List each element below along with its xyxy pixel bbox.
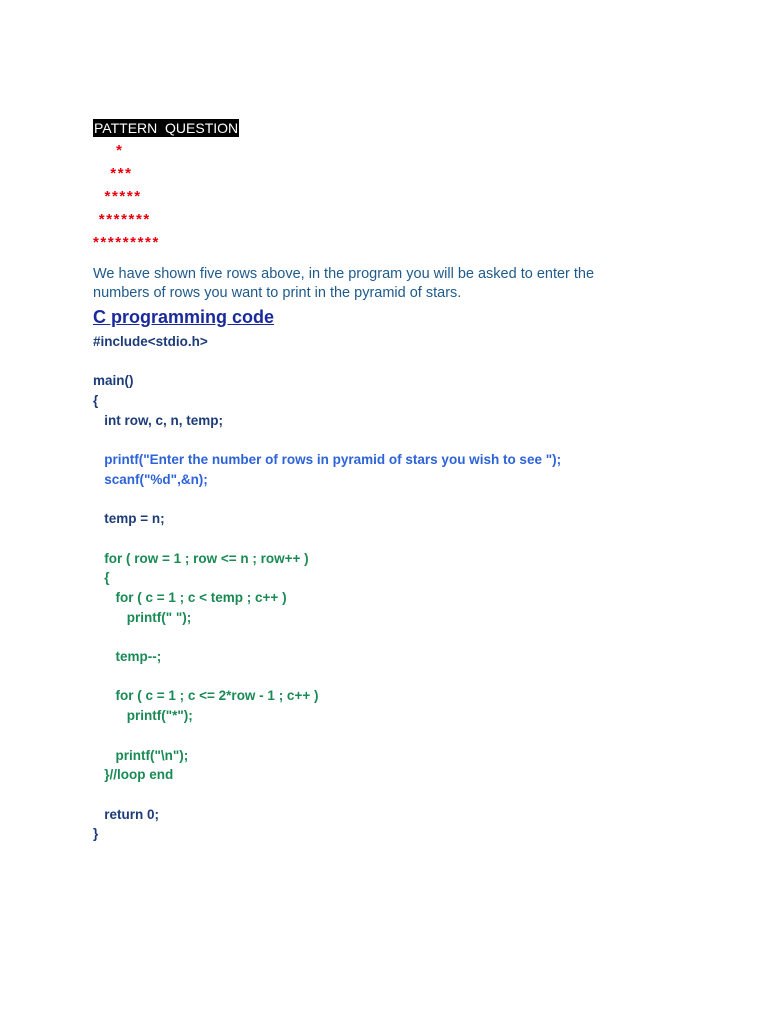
code-line-outer-for: for ( row = 1 ; row <= n ; row++ ): [93, 551, 309, 566]
code-section-title: C programming code: [93, 307, 275, 327]
code-line-printf-newline: printf("\n");: [93, 748, 189, 763]
code-line-temp-assign: temp = n;: [93, 511, 165, 526]
code-line-temp-decrement: temp--;: [93, 649, 162, 664]
code-line-main: main(): [93, 373, 134, 388]
intro-line-1: We have shown five rows above, in the program you will be asked to enter the: [93, 266, 595, 282]
code-line-loop-open: {: [93, 570, 110, 585]
pyramid-row-3: *****: [93, 188, 142, 205]
code-line-scanf: scanf("%d",&n);: [93, 472, 208, 487]
code-line-space-for: for ( c = 1 ; c < temp ; c++ ): [93, 590, 287, 605]
intro-line-2: numbers of rows you want to print in the pyramid of stars.: [93, 285, 462, 301]
code-line-close-brace: }: [93, 826, 99, 841]
pyramid-row-5: *********: [93, 234, 160, 251]
code-line-loop-end: }//loop end: [93, 767, 174, 782]
pyramid-row-1: *: [93, 142, 124, 159]
pyramid-row-2: ***: [93, 165, 133, 182]
code-line-printf-star: printf("*");: [93, 708, 193, 723]
code-line-include: #include<stdio.h>: [93, 334, 208, 349]
pattern-question-heading: PATTERN QUESTION: [94, 120, 239, 136]
code-line-printf-space: printf(" ");: [93, 610, 192, 625]
code-line-star-for: for ( c = 1 ; c <= 2*row - 1 ; c++ ): [93, 688, 319, 703]
intro-paragraph: [93, 265, 653, 303]
code-line-return: return 0;: [93, 807, 160, 822]
code-line-printf-prompt: printf("Enter the number of rows in pyramid of stars you wish to see ");: [93, 452, 562, 467]
pyramid-row-4: *******: [93, 211, 151, 228]
code-line-declaration: int row, c, n, temp;: [93, 413, 224, 428]
code-line-open-brace: {: [93, 393, 99, 408]
